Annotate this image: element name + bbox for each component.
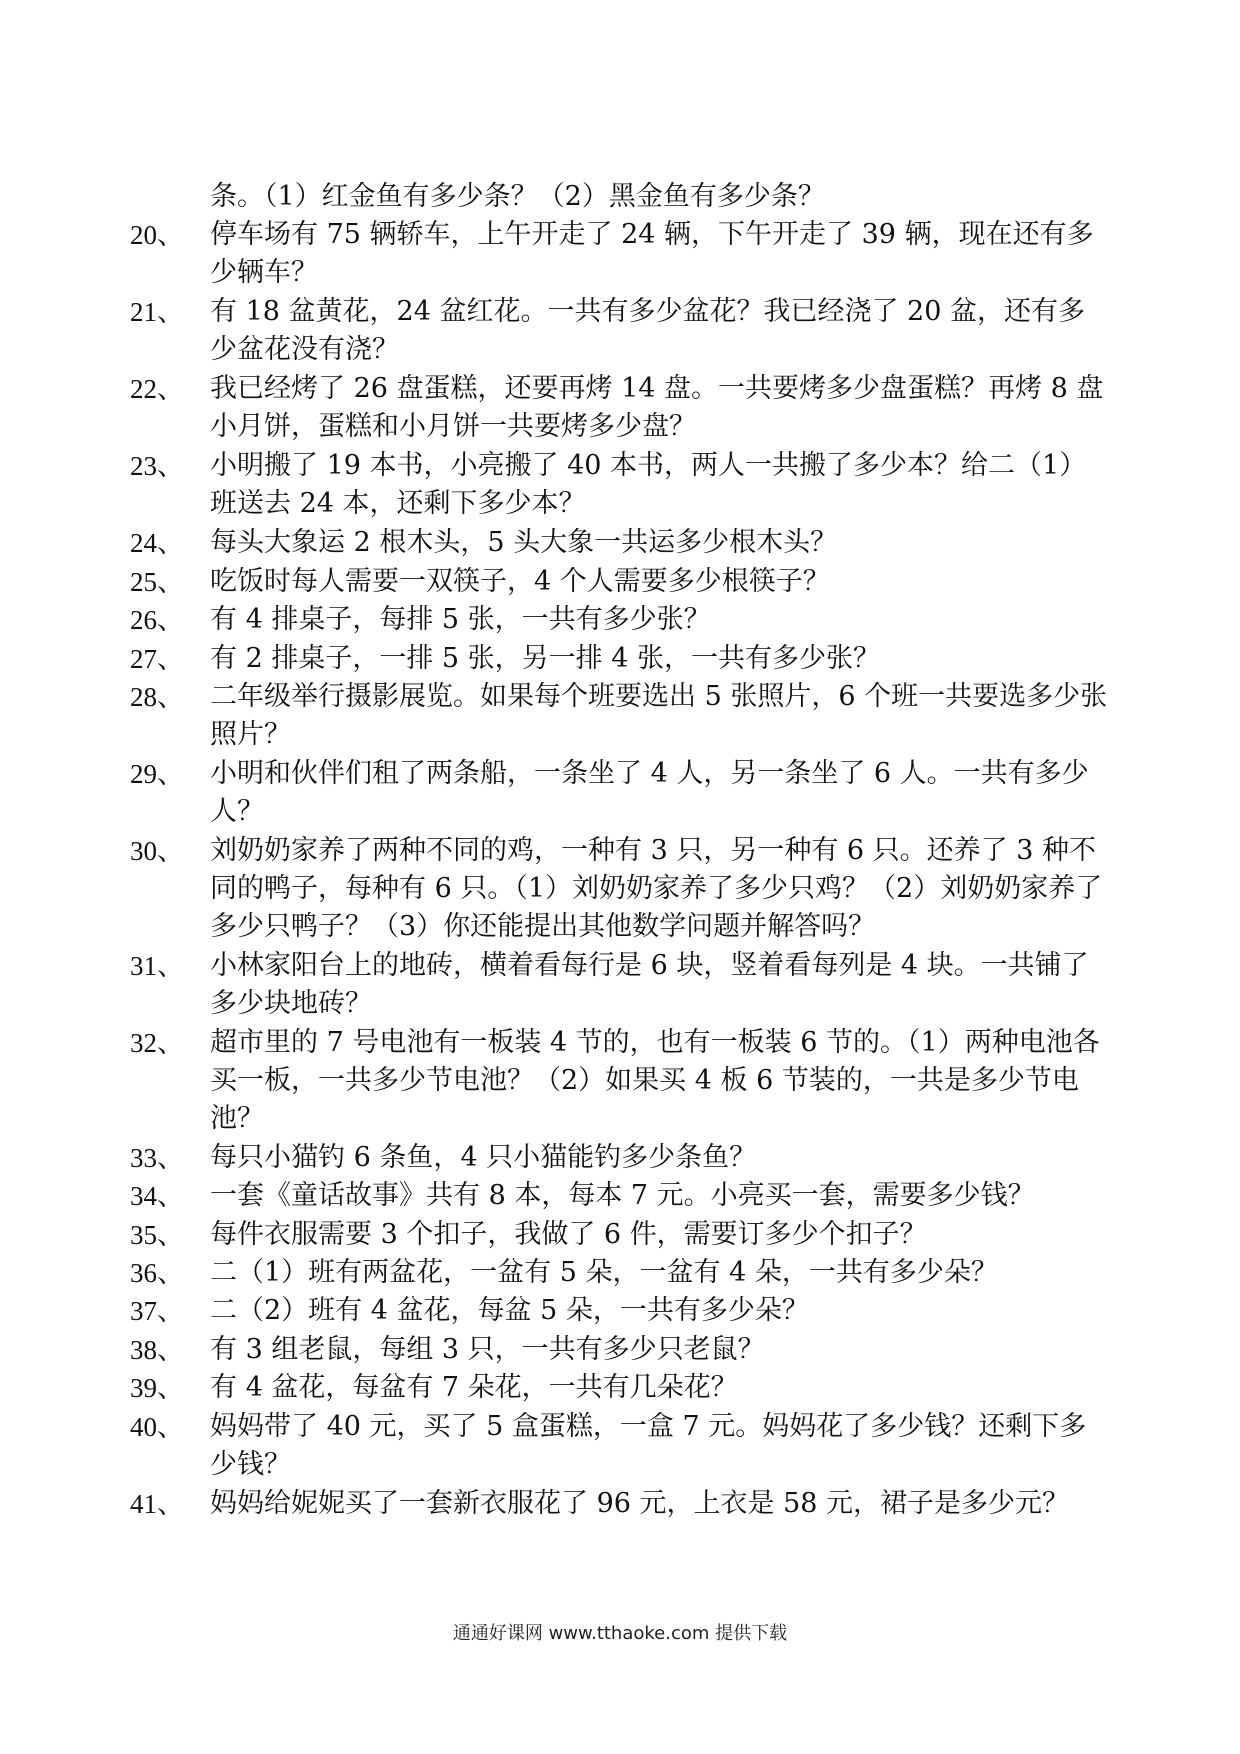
problem-text: 有 2 排桌子，一排 5 张，另一排 4 张，一共有多少张？ — [210, 643, 881, 674]
problem-text: 停车场有 75 辆轿车，上午开走了 24 辆，下午开走了 39 辆，现在还有多少辆车？ — [210, 219, 1094, 288]
problem-text: 每只小猫钓 6 条鱼，4 只小猫能钓多少条鱼？ — [210, 1142, 757, 1173]
problem-number: 23、 — [130, 451, 184, 481]
problem-number: 24、 — [130, 528, 184, 558]
problem-text: 二年级举行摄影展览。如果每个班要选出 5 张照片，6 个班一共要选多少张照片？ — [210, 681, 1108, 750]
problem-number: 34、 — [130, 1181, 184, 1211]
problem-number: 35、 — [130, 1220, 184, 1250]
problem-text: 小明和伙伴们租了两条船，一条坐了 4 人，另一条坐了 6 人。一共有多少人？ — [210, 758, 1089, 827]
problem-text: 有 3 组老鼠，每组 3 只，一共有多少只老鼠？ — [210, 1334, 765, 1365]
problem-number: 31、 — [130, 951, 184, 981]
problem-text: 每头大象运 2 根木头，5 头大象一共运多少根木头？ — [210, 527, 838, 558]
problem-text: 每件衣服需要 3 个扣子，我做了 6 件，需要订多少个扣子？ — [210, 1219, 927, 1250]
problem-text: 妈妈给妮妮买了一套新衣服花了 96 元，上衣是 58 元，裙子是多少元？ — [210, 1488, 1070, 1519]
problem-number: 37、 — [130, 1296, 184, 1326]
download-footer: 通通好课网 www.tthaoke.com 提供下载 — [452, 1623, 788, 1644]
problem-number: 38、 — [130, 1335, 184, 1365]
problem-number: 39、 — [130, 1373, 184, 1403]
problem-text: 小林家阳台上的地砖，横着看每行是 6 块，竖着看每列是 4 块。一共铺了多少块地砖？ — [210, 950, 1089, 1019]
problem-number: 26、 — [130, 605, 184, 635]
problem-number: 20、 — [130, 220, 184, 250]
problem-text: 超市里的 7 号电池有一板装 4 节的，也有一板装 6 节的。（1）两种电池各买一板，一共多少节电池？（2）如果买 4 板 6 节装的，一共是多少节电池？ — [210, 1027, 1100, 1134]
problem-number: 29、 — [130, 759, 184, 789]
problem-text: 二（1）班有两盆花，一盆有 5 朵，一盆有 4 朵，一共有多少朵？ — [210, 1257, 998, 1288]
problem-number: 27、 — [130, 644, 184, 674]
problem-text: 有 4 盆花，每盆有 7 朵花，一共有几朵花？ — [210, 1372, 738, 1403]
problem-number: 30、 — [130, 836, 184, 866]
problem-number: 40、 — [130, 1412, 184, 1442]
problem-text: 小明搬了 19 本书，小亮搬了 40 本书，两人一共搬了多少本？给二（1）班送去 24 本，还剩下多少本？ — [210, 450, 1087, 519]
problem-text: 刘奶奶家养了两种不同的鸡，一种有 3 只，另一种有 6 只。还养了 3 种不同的鸭子，每种有 6 只。（1）刘奶奶家养了多少只鸡？（2）刘奶奶家养了多少只鸭子？（3）你还能提出其他数学问题并解答吗？ — [210, 835, 1103, 942]
problem-number: 32、 — [130, 1028, 184, 1058]
problem-text: 有 4 排桌子，每排 5 张，一共有多少张？ — [210, 604, 711, 635]
problem-text: 吃饭时每人需要一双筷子，4 个人需要多少根筷子？ — [210, 566, 830, 597]
problem-number: 25、 — [130, 567, 184, 597]
problem-text: 我已经烤了 26 盘蛋糕，还要再烤 14 盘。一共要烤多少盘蛋糕？再烤 8 盘小月饼，蛋糕和小月饼一共要烤多少盘？ — [210, 373, 1104, 442]
problem-number: 36、 — [130, 1258, 184, 1288]
problem-text: 二（2）班有 4 盆花，每盆 5 朵，一共有多少朵？ — [210, 1295, 809, 1326]
problem-number: 41、 — [130, 1489, 184, 1519]
problem-text: 有 18 盆黄花，24 盆红花。一共有多少盆花？我已经浇了 20 盆，还有多少盆花没有浇？ — [210, 296, 1085, 365]
problem-number: 33、 — [130, 1143, 184, 1173]
problem-text: 一套《童话故事》共有 8 本，每本 7 元。小亮买一套，需要多少钱？ — [210, 1180, 1035, 1211]
problem-number: 22、 — [130, 374, 184, 404]
continued-problem-text: 条。（1）红金鱼有多少条？（2）黑金鱼有多少条？ — [210, 181, 825, 212]
problem-text: 妈妈带了 40 元，买了 5 盒蛋糕，一盒 7 元。妈妈花了多少钱？还剩下多少钱？ — [210, 1411, 1087, 1480]
problem-number: 28、 — [130, 682, 184, 712]
problem-number: 21、 — [130, 297, 184, 327]
